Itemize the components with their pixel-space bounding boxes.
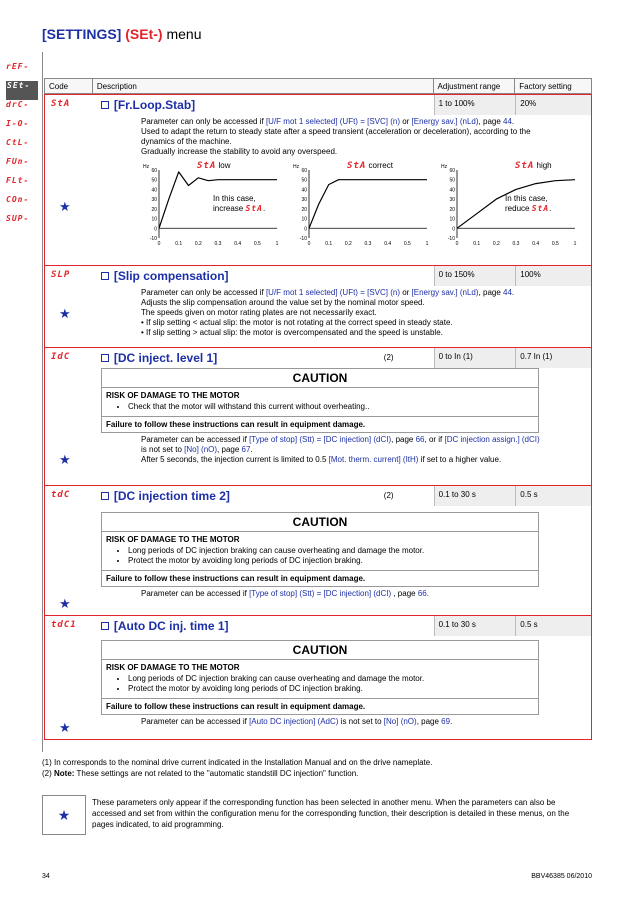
star-icon: ★: [59, 306, 71, 321]
sidebar-item-ref[interactable]: rEF-: [6, 62, 30, 71]
y-tick-label: 40: [301, 187, 307, 194]
x-tick-label: 0.5: [551, 241, 559, 247]
x-tick-label: 0.4: [234, 241, 242, 247]
param-name: [DC injection time 2] (2): [93, 486, 434, 506]
header-description: Description: [93, 79, 434, 93]
checkbox-icon: [101, 492, 109, 500]
y-tick-label: 30: [449, 197, 455, 204]
checkbox-icon: [101, 272, 109, 280]
param-code: SLP: [51, 270, 71, 280]
x-tick-label: 0.2: [492, 241, 500, 247]
x-tick-label: 1: [573, 241, 577, 247]
y-axis-label: Hz: [441, 164, 448, 170]
page-link[interactable]: 44: [503, 288, 512, 297]
param-factory: 0.5 s: [515, 486, 591, 506]
param-row-sta: [44, 94, 592, 266]
param-row-tdc1: [44, 616, 592, 740]
param-name: [Slip compensation]: [93, 266, 434, 286]
star-icon: ★: [59, 452, 71, 467]
y-axis-label: Hz: [143, 164, 150, 170]
y-tick-label: 60: [449, 168, 455, 174]
param-row-idc: [44, 348, 592, 486]
page-link[interactable]: 66: [415, 435, 425, 444]
title-main: [SETTINGS]: [42, 26, 122, 42]
y-tick-label: -10: [299, 236, 307, 242]
param-factory: 0.7 In (1): [515, 348, 591, 368]
param-description: Parameter can only be accessed if [U/F mot 1 selected] (UFt) = [SVC] (n) or [Energy sav.] (nLd), page 44. Used to adapt the return to steady state after a speed transient (acceleration or deceleration), according to the dynamics of the machine. Gradually increase the stability to avoid any overspeed.: [141, 117, 531, 156]
y-tick-label: 30: [301, 197, 307, 204]
x-tick-label: 0.2: [194, 241, 202, 247]
param-name: [Auto DC inj. time 1]: [93, 616, 434, 636]
x-tick-label: 0.5: [253, 241, 261, 247]
page-link[interactable]: 67: [241, 445, 251, 454]
x-tick-label: 0.1: [473, 241, 481, 247]
margin-rule: [42, 52, 43, 752]
y-axis-label: Hz: [293, 164, 300, 170]
param-range: 0 to In (1): [434, 348, 516, 368]
y-tick-label: 40: [449, 187, 455, 194]
y-tick-label: 0: [304, 226, 307, 233]
y-tick-label: 50: [301, 177, 307, 184]
param-code: IdC: [51, 352, 71, 362]
param-range: 1 to 100%: [434, 95, 516, 115]
page-link[interactable]: 66: [417, 589, 427, 598]
param-name: [DC inject. level 1] (2): [93, 348, 434, 368]
param-row-slp: [44, 266, 592, 348]
checkbox-icon: [101, 101, 109, 109]
x-tick-label: 0: [455, 241, 459, 247]
x-tick-label: 0.3: [214, 241, 222, 247]
sidebar-item-set[interactable]: SEt-: [6, 81, 38, 100]
sidebar-item-flt[interactable]: FLt-: [6, 176, 30, 185]
x-tick-label: 0.2: [344, 241, 352, 247]
y-tick-label: 10: [449, 216, 455, 223]
param-factory: 0.5 s: [515, 616, 591, 636]
param-code: tdC: [51, 490, 71, 500]
param-name: [Fr.Loop.Stab]: [93, 95, 434, 115]
sidebar-item-drc[interactable]: drC-: [6, 100, 30, 109]
y-tick-label: 10: [151, 216, 157, 223]
sidebar-item-sup[interactable]: SUP-: [6, 214, 30, 223]
header-factory: Factory setting: [519, 82, 572, 91]
chart-correct-svg: [291, 160, 431, 250]
header-range: Adjustment range: [434, 79, 516, 93]
header-code: Code: [45, 79, 93, 93]
info-text: These parameters only appear if the corresponding function has been selected in another menu. When the parameters can also be accessed and set from within the configuration menu for the corresponding function, their description is detailed in these menus, on the pages indicated, to aid programming.: [92, 798, 570, 829]
param-factory: 100%: [515, 266, 591, 286]
x-tick-label: 0: [157, 241, 161, 247]
x-tick-label: 1: [275, 241, 279, 247]
caution-box: CAUTION RISK OF DAMAGE TO THE MOTOR • Long periods of DC injection braking can cause overheating and damage the motor. • Protect the motor by avoiding long periods of DC injection braking. Failure to follow these instructions can result in equipment damage.: [101, 640, 539, 715]
param-range: 0 to 150%: [434, 266, 516, 286]
y-tick-label: 30: [151, 197, 157, 204]
y-tick-label: 20: [449, 206, 455, 213]
y-tick-label: 50: [449, 177, 455, 184]
param-range: 0.1 to 30 s: [434, 486, 516, 506]
y-tick-label: -10: [149, 236, 157, 242]
star-icon: ★: [59, 720, 71, 735]
y-tick-label: 10: [301, 216, 307, 223]
table-header: [44, 78, 592, 94]
doc-reference: BBV46385 06/2010: [531, 873, 592, 880]
param-description: Parameter can be accessed if [Type of stop] (Stt) = [DC injection] (dCI) , page 66.: [141, 589, 429, 598]
checkbox-icon: [101, 622, 109, 630]
param-row-tdc: [44, 486, 592, 616]
x-tick-label: 0.3: [364, 241, 372, 247]
response-line: [309, 180, 427, 229]
parameter-table: [44, 78, 592, 740]
x-tick-label: 0.1: [175, 241, 183, 247]
param-code: tdC1: [51, 620, 77, 630]
page-link[interactable]: 69: [441, 717, 451, 726]
star-icon: ★: [59, 199, 71, 214]
x-tick-label: 0.1: [325, 241, 333, 247]
y-tick-label: 60: [151, 168, 157, 174]
y-tick-label: 0: [452, 226, 455, 233]
title-rest: menu: [166, 26, 202, 42]
title-code: (SEt-): [125, 26, 163, 42]
y-tick-label: -10: [447, 236, 455, 242]
x-tick-label: 0.4: [532, 241, 540, 247]
footnote-1: (1) In corresponds to the nominal drive current indicated in the Installation Manual and on the drive nameplate.: [42, 758, 433, 767]
param-factory: 20%: [515, 95, 591, 115]
sidebar-item-con[interactable]: COn-: [6, 195, 30, 204]
info-box: [42, 795, 592, 835]
y-tick-label: 40: [151, 187, 157, 194]
caution-box: CAUTION RISK OF DAMAGE TO THE MOTOR • Check that the motor will withstand this current without overheating.. Failure to follow these instructions can result in equipment damage.: [101, 368, 539, 433]
page-link[interactable]: 44: [503, 117, 512, 126]
page-number: 34: [42, 873, 50, 880]
footnote-2: (2) Note: These settings are not related to the "automatic standstill DC injection" function.: [42, 769, 359, 778]
y-tick-label: 20: [301, 206, 307, 213]
param-description: Parameter can be accessed if [Auto DC injection] (AdC) is not set to [No] (nO), page 69.: [141, 717, 453, 726]
x-tick-label: 0.5: [403, 241, 411, 247]
checkbox-icon: [101, 354, 109, 362]
param-code: StA: [51, 99, 71, 109]
chart-correct: -10 0 10 20 30 40 50 60 Hz 0 0.1 0.2 0.3 0.4 0.5 1 StA correct: [291, 160, 431, 250]
sidebar-item-fun[interactable]: FUn-: [6, 157, 30, 166]
stability-charts: [141, 160, 591, 252]
x-tick-label: 0.3: [512, 241, 520, 247]
caution-box: CAUTION RISK OF DAMAGE TO THE MOTOR • Long periods of DC injection braking can cause overheating and damage the motor. • Protect the motor by avoiding long periods of DC injection braking. Failure to follow these instructions can result in equipment damage.: [101, 512, 539, 587]
x-tick-label: 0: [307, 241, 311, 247]
star-icon: ★: [42, 795, 86, 835]
sidebar-item-ctl[interactable]: CtL-: [6, 138, 30, 147]
sidebar-item-io[interactable]: I-O-: [6, 119, 30, 128]
chart-high: -10 0 10 20 30 40 50 60 Hz 0 0.1 0.2 0.3 0.4 0.5 1 StA high In this case, reduce StA.: [439, 160, 579, 250]
x-tick-label: 1: [425, 241, 429, 247]
star-icon: ★: [59, 596, 71, 611]
param-range: 0.1 to 30 s: [434, 616, 516, 636]
page-title: [42, 26, 201, 42]
y-tick-label: 0: [154, 226, 157, 233]
x-tick-label: 0.4: [384, 241, 392, 247]
y-tick-label: 50: [151, 177, 157, 184]
param-description: Parameter can only be accessed if [U/F mot 1 selected] (UFt) = [SVC] (n) or [Energy sav.] (nLd), page 44. Adjusts the slip compensation around the value set by the nominal motor speed. The speeds given on motor rating plates are not necessarily exact. • If slip setting < actual slip: the motor is not rotating at the correct speed in steady state. • If slip setting > actual slip: the motor is overcompensated and the speed is unstable.: [141, 288, 515, 337]
menu-sidebar: [6, 62, 38, 233]
y-tick-label: 60: [301, 168, 307, 174]
y-tick-label: 20: [151, 206, 157, 213]
chart-low: -10 0 10 20 30 40 50 60 Hz 0 0.1 0.2 0.3 0.4 0.5 1 StA low In this case, increase StA.: [141, 160, 281, 250]
param-description: Parameter can be accessed if [Type of stop] (Stt) = [DC injection] (dCI), page 66, or if [DC injection assign.] (dCI) is not set to [No] (nO), page 67. After 5 seconds, the injection current is limited to 0.5 [Mot. therm. current] (ItH) if set to a higher value.: [141, 435, 540, 464]
